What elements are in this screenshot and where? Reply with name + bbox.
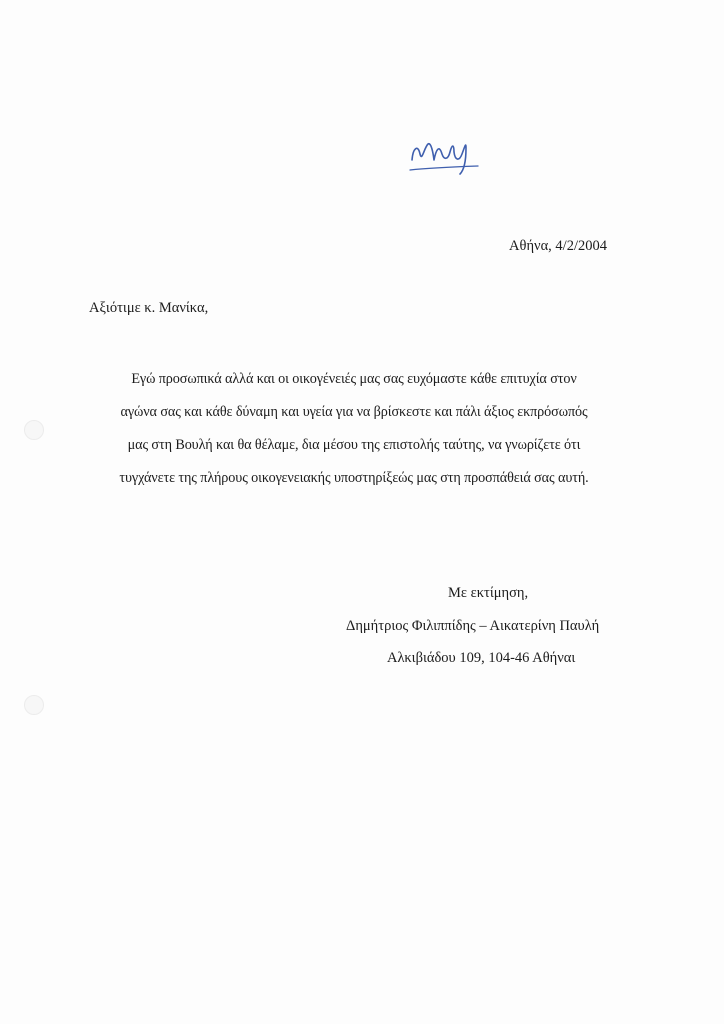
punch-hole-mark-top [24,420,44,440]
letter-body-line: τυγχάνετε της πλήρους οικογενειακής υποστηρίξεώς μας στη προσπάθειά σας αυτή. [119,470,589,486]
letter-body-line: μας στη Βουλή και θα θέλαμε, δια μέσου της επιστολής ταύτης, να γνωρίζετε ότι [127,437,581,453]
letter-signatories: Δημήτριος Φιλιππίδης – Αικατερίνη Παυλή [346,618,600,634]
punch-hole-mark-bottom [24,695,44,715]
letter-body-line: Εγώ προσωπικά αλλά και οι οικογένειές μας σας ευχόμαστε κάθε επιτυχία στον [131,371,577,387]
letter-closing: Με εκτίμηση, [448,585,529,601]
letter-date: Αθήνα, 4/2/2004 [509,238,607,254]
letter-salutation: Αξιότιμε κ. Μανίκα, [89,300,209,316]
letter-body-line: αγώνα σας και κάθε δύναμη και υγεία για να βρίσκεστε και πάλι άξιος εκπρόσωπός [120,404,588,420]
letter-address: Αλκιβιάδου 109, 104-46 Αθήναι [387,650,576,666]
handwritten-initials-mark [404,130,484,178]
